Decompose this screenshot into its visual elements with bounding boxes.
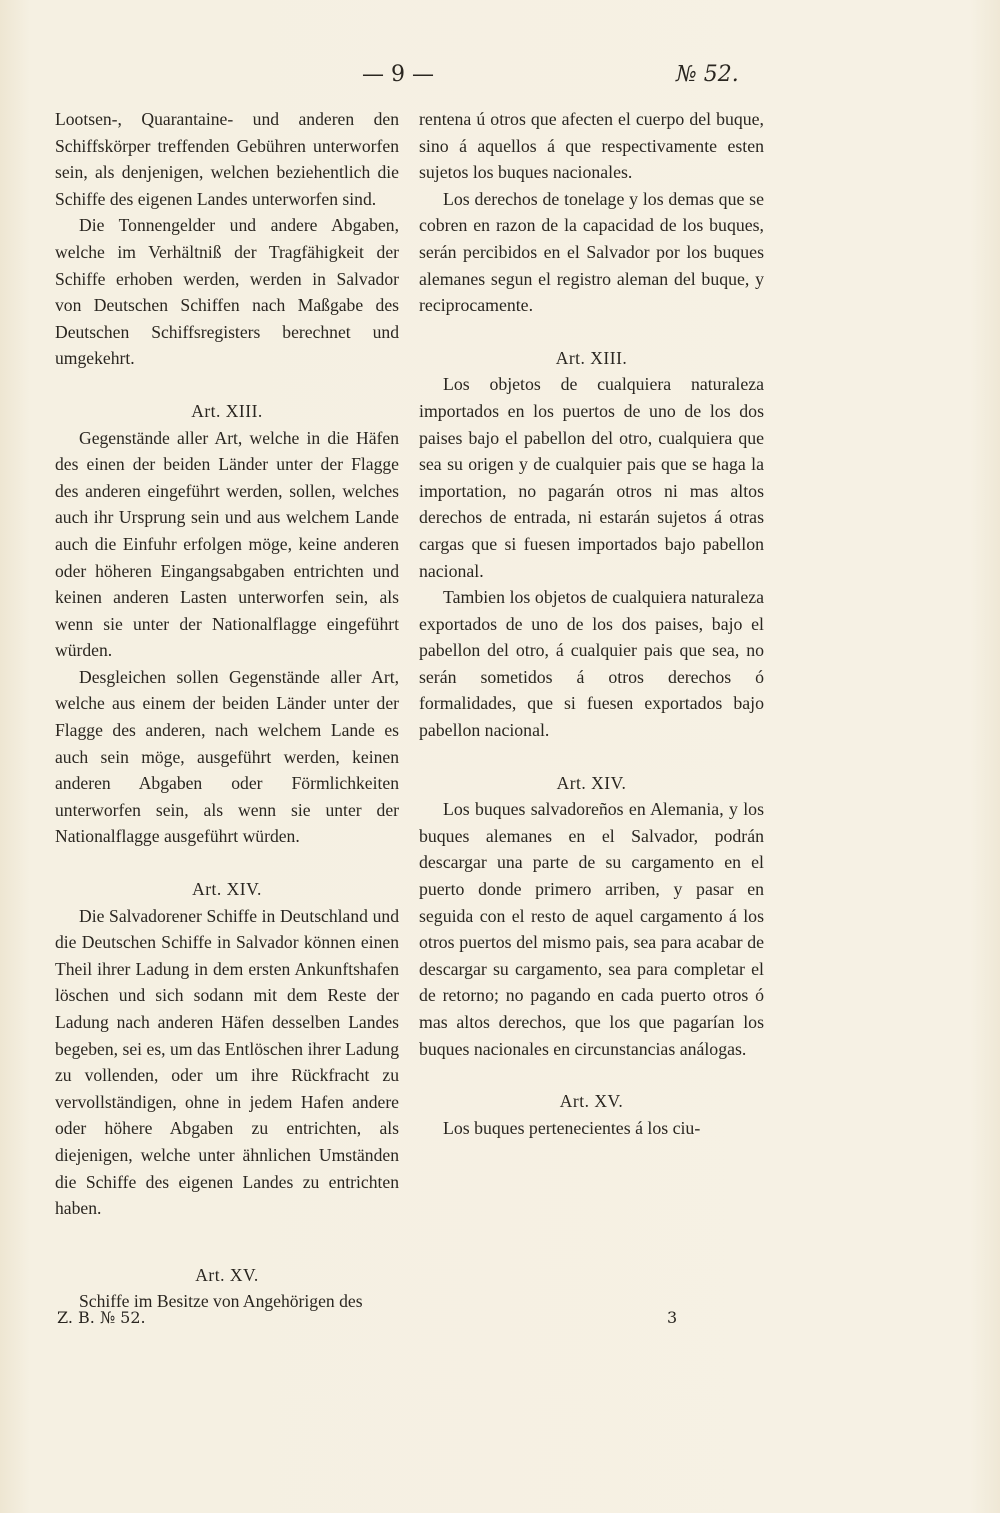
paragraph-15: Schiffe im Besitze von Angehörigen des — [79, 1291, 363, 1312]
paragraph-13b: Tambien los objetos de cualquiera naturaleza exportados de uno de los dos paises, bajo el pabellon del otro, á cualquier pais que sea, no serán sometidos á otros derechos ó formalidades, que si fuesen exportados bajo pabellon nacional. — [419, 587, 764, 741]
article-heading-15: Art. XV. — [559, 1091, 624, 1112]
paragraph-13a: Gegenstände aller Art, welche in die Häfen des einen der beiden Länder unter der Flagge des anderen eingeführt werden, sollen, welches auch ihr Ursprung sein und aus welchem Lande auch die Einfuhr erfolgen möge, keine anderen oder höheren Eingangsabgaben entrichten und keinen anderen Lasten unterworfen sein, als wenn sie unter der Nationalflagge eingeführt würden. — [55, 427, 399, 661]
paragraph-intro: Lootsen-, Quarantaine- und anderen den Schiffskörper treffenden Gebühren unterworfen sein, als denjenigen, welchen beziehentlich die Schiffe des eigenen Landes unterworfen sind. — [55, 109, 399, 209]
paragraph-15: Los buques pertenecientes á los ciu- — [443, 1117, 701, 1138]
article-heading-14: Art. XIV. — [192, 879, 262, 900]
sheet-number: 3 — [667, 1308, 678, 1327]
article-heading-13: Art. XIII. — [555, 347, 628, 368]
document-number: № 52. — [676, 62, 739, 87]
german-column — [55, 106, 399, 1315]
paragraph-14: Los buques salvadoreños en Alemania, y los buques alemanes en el Salvador, podrán descargar una parte de su cargamento en el puerto donde primero arriben, y pasar en seguida con el resto de aquel cargamento á los otros puertos del mismo pais, sea para acabar de descargar su cargamento, sea para completar el de retorno; no pagando en cada puerto otros ó mas altos derechos, que los que pagarían los buques nacionales en circunstancias análogas. — [419, 799, 764, 1059]
page-number: — 9 — — [362, 62, 434, 87]
paragraph-tonnage: Los derechos de tonelage y los demas que se cobren en razon de la capacidad de los buques, serán percibidos en el Salvador por los buques alemanes segun el registro aleman del buque, y reciprocamente. — [419, 188, 764, 316]
spanish-column — [419, 106, 764, 1141]
paragraph-14: Die Salvadorener Schiffe in Deutschland und die Deutschen Schiffe in Salvador können einen Theil ihrer Ladung in dem ersten Ankunftshafen löschen und sich sodann mit dem Reste der Ladung nach anderen Häfen desselben Landes begeben, sei es, um das Entlöschen ihrer Ladung zu vollenden, oder um ihre Rückfracht zu vervollständigen, ohne in jedem Hafen andere oder höhere Abgaben zu entrichten, als diejenigen, welche unter ähnlichen Umständen die Schiffe des eigenen Landes zu entrichten haben. — [55, 905, 399, 1219]
paragraph-13b: Desgleichen sollen Gegenstände aller Art, welche aus einem der beiden Länder unter der Flagge des anderen, nach welchem Lande es auch sein möge, ausgeführt werden, keinen anderen Abgaben oder Förmlichkeiten unterworfen sein, als wenn sie unter der Nationalflagge ausgeführt würden. — [55, 666, 399, 847]
paragraph-13a: Los objetos de cualquiera naturaleza importados en los puertos de uno de los dos paises bajo el pabellon del otro, cualquiera que sea su origen y de cualquier pais que se haga la importation, no pagarán otros ni mas altos derechos de entrada, ni estarán sujetos á otras cargas que si fuesen importados bajo pabellon nacional. — [419, 374, 764, 581]
paragraph-tonnage: Die Tonnengelder und andere Abgaben, welche im Verhältniß der Tragfähigkeit der Schiffe erhoben werden, werden in Salvador von Deutschen Schiffen nach Maßgabe des Deutschen Schiffsregisters berechnet und umgekehrt. — [55, 215, 399, 369]
article-heading-13: Art. XIII. — [191, 400, 263, 421]
article-heading-14: Art. XIV. — [556, 772, 627, 793]
paragraph-intro: rentena ú otros que afecten el cuerpo del buque, sino á aquellos á que respectivamente esten sujetos los buques nacionales. — [419, 109, 764, 183]
sheet-signature: Z. B. № 52. — [57, 1308, 146, 1327]
page-header — [0, 62, 1000, 92]
article-heading-15: Art. XV. — [195, 1264, 259, 1285]
